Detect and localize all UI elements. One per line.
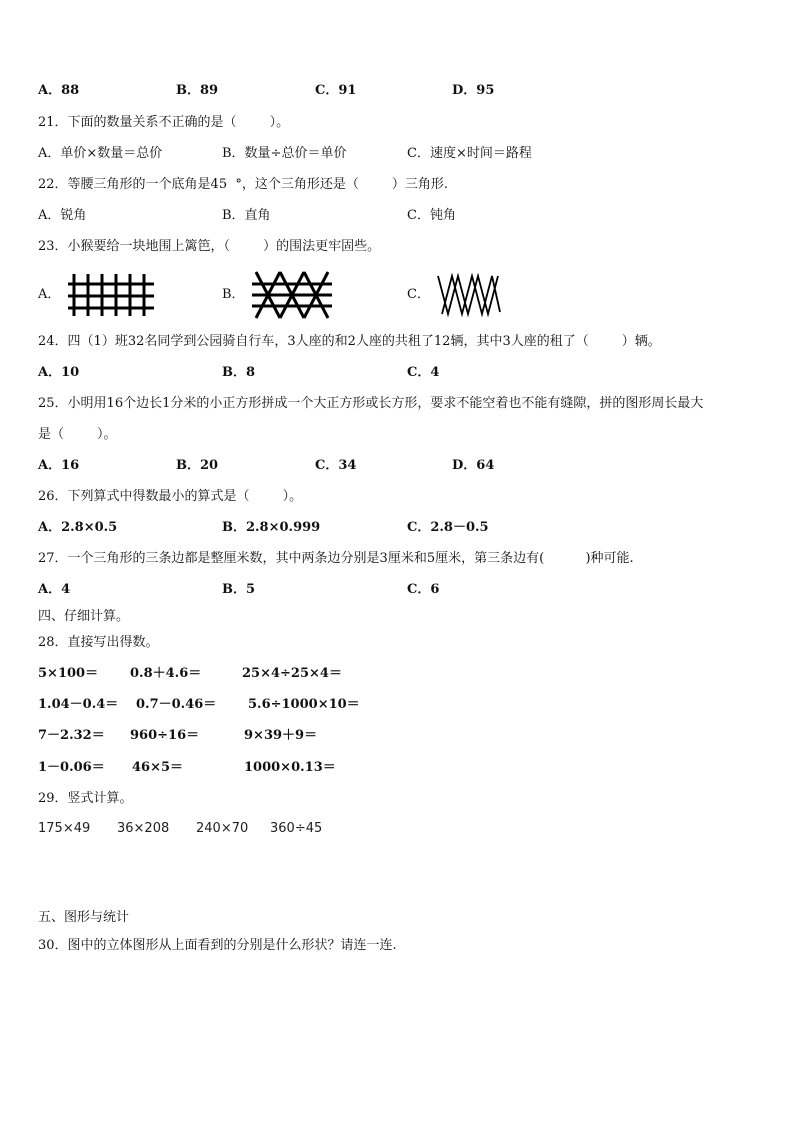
q26-question: 26．下列算式中得数最小的算式是（ ）。 <box>38 489 303 504</box>
q22-option-c: C．钝角 <box>407 208 456 223</box>
q20-option-a: A．88 <box>38 83 80 98</box>
q23-option-a: A． <box>38 287 61 302</box>
q24-option-c: C．4 <box>407 365 440 380</box>
q26-option-b: B．2.8×0.999 <box>222 520 321 535</box>
section-4-heading: 四、仔细计算。 <box>38 609 130 624</box>
q28-item: 7－2.32＝ <box>38 728 105 743</box>
q27-option-c: C．6 <box>407 582 440 597</box>
q29-item: 360÷45 <box>270 821 323 836</box>
q26-option-c: C．2.8－0.5 <box>407 520 489 535</box>
q27-option-a: A．4 <box>38 582 71 597</box>
q20-option-d: D．95 <box>452 83 495 98</box>
q28-item: 0.8＋4.6＝ <box>130 666 202 681</box>
q28-item: 1000×0.13＝ <box>244 760 336 775</box>
q24-option-a: A．10 <box>38 365 80 380</box>
fence-grid-figure <box>66 272 156 318</box>
q22-option-b: B．直角 <box>222 208 271 223</box>
q30-question: 30．图中的立体图形从上面看到的分别是什么形状？请连一连. <box>38 938 397 953</box>
q21-option-c: C．速度×时间＝路程 <box>407 146 532 161</box>
q21-question: 21．下面的数量关系不正确的是（ ）。 <box>38 115 290 130</box>
q28-item: 9×39＋9＝ <box>244 728 318 743</box>
q27-option-b: B．5 <box>222 582 256 597</box>
q24-option-b: B．8 <box>222 365 256 380</box>
fence-zigzag-figure <box>436 272 502 318</box>
q25-option-c: C．34 <box>315 458 357 473</box>
q28-item: 25×4÷25×4＝ <box>242 666 342 681</box>
q25-option-b: B．20 <box>176 458 219 473</box>
q29-item: 240×70 <box>196 821 249 836</box>
q29-item: 175×49 <box>38 821 91 836</box>
q20-option-c: C．91 <box>315 83 357 98</box>
q29-question: 29．竖式计算。 <box>38 791 133 806</box>
q28-item: 1－0.06＝ <box>38 760 105 775</box>
q24-question: 24．四（1）班32名同学到公园骑自行车，3人座的和2人座的共租了12辆，其中3人座的租了（ ）辆。 <box>38 334 661 349</box>
q25-option-d: D．64 <box>452 458 495 473</box>
q28-question: 28．直接写出得数。 <box>38 635 159 650</box>
q28-item: 960÷16＝ <box>130 728 200 743</box>
q26-option-a: A．2.8×0.5 <box>38 520 118 535</box>
q23-option-c: C． <box>407 287 430 302</box>
q28-item: 0.7－0.46＝ <box>136 697 217 712</box>
q25-option-a: A．16 <box>38 458 80 473</box>
q25-question-line2: 是（ ）。 <box>38 427 117 442</box>
q23-option-b: B． <box>222 287 245 302</box>
q21-option-a: A．单价×数量＝总价 <box>38 146 163 161</box>
q22-option-a: A．锐角 <box>38 208 87 223</box>
q21-option-b: B．数量÷总价＝单价 <box>222 146 347 161</box>
q28-item: 5×100＝ <box>38 666 99 681</box>
q23-question: 23．小猴要给一块地围上篱笆，（ ）的围法更牢固些。 <box>38 239 381 254</box>
q28-item: 46×5＝ <box>132 760 184 775</box>
q22-question: 22．等腰三角形的一个底角是45 °，这个三角形还是（ ）三角形. <box>38 177 449 192</box>
q27-question: 27．一个三角形的三条边都是整厘米数，其中两条边分别是3厘米和5厘米，第三条边有( )种可能. <box>38 551 634 566</box>
q20-option-b: B．89 <box>176 83 219 98</box>
q29-item: 36×208 <box>117 821 170 836</box>
q28-item: 1.04－0.4＝ <box>38 697 119 712</box>
fence-cross-figure <box>250 270 334 320</box>
q25-question-line1: 25．小明用16个边长1分米的小正方形拼成一个大正方形或长方形，要求不能空着也不能有缝隙，拼的图形周长最大 <box>38 396 704 411</box>
q28-item: 5.6÷1000×10＝ <box>248 697 360 712</box>
section-5-heading: 五、图形与统计 <box>38 910 130 925</box>
